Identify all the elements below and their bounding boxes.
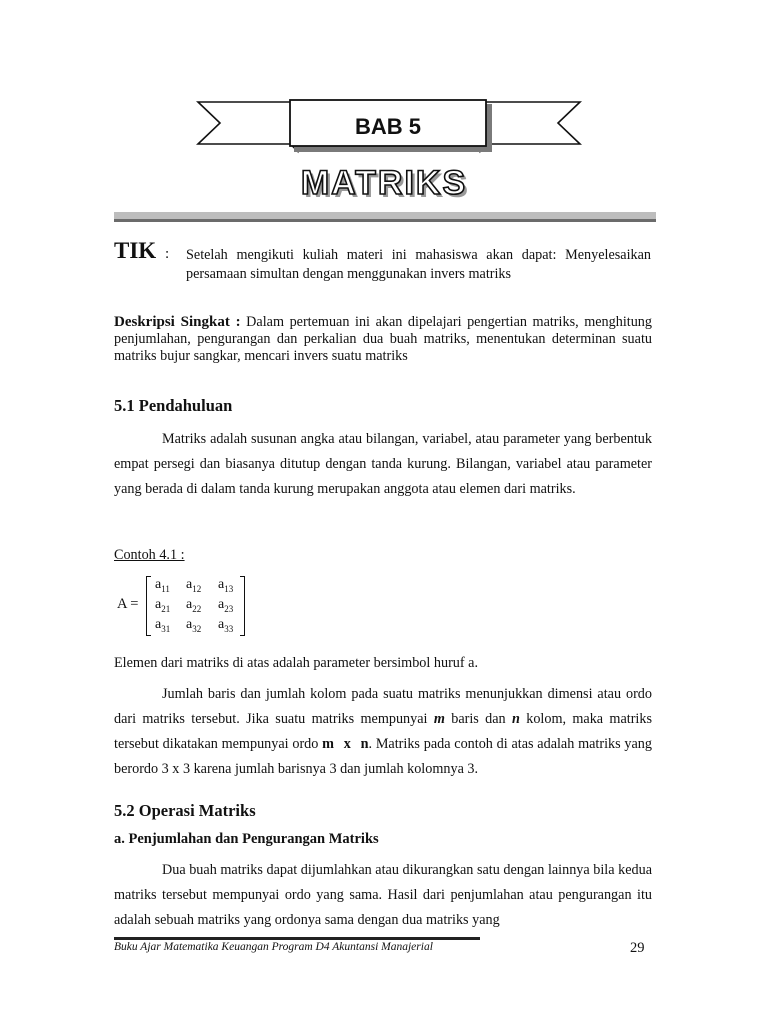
matrix-cell: $a_{12}$ [186,577,202,594]
chapter-title: MATRIKS [300,164,468,202]
paragraph-dimension: Jumlah baris dan jumlah kolom pada suatu matriks menunjukkan dimensi atau ordo dari matriks tersebut. Jika suatu matriks mempunyai m baris dan n kolom, maka matriks tersebut dikatakan mempunyai ordo m x n. Matriks pada contoh di atas adalah matriks yang berordo 3 x 3 karena jumlah barisnya 3 dan jumlah kolomnya 3. [114,686,652,777]
description-label: Deskripsi Singkat : [114,314,241,330]
paragraph-intro: Matriks adalah susunan angka atau bilangan, variabel, atau parameter yang berbentuk empat persegi dan biasanya ditutup dengan tanda kurung. Bilangan, variabel atau parameter yang berada di dalam tanda kurung merupakan anggota atau elemen dari matriks. [114,431,652,497]
order-mxn: m x n [322,736,369,752]
tik-label: TIK [114,238,157,263]
paragraph-elements: Elemen dari matriks di atas adalah parameter bersimbol huruf a. [114,655,479,671]
section-heading-5-1: 5.1 Pendahuluan [114,396,233,415]
example-label: Contoh 4.1 : [114,547,185,563]
matrix-cell: $a_{22}$ [186,597,202,614]
tik-text: Setelah mengikuti kuliah materi ini mahasiswa akan dapat: Menyelesaikan persamaan simultan dengan menggunakan invers matriks [186,247,651,282]
matrix-cell: $a_{21}$ [155,597,171,614]
matrix-name: A = [117,596,139,612]
section-heading-5-2: 5.2 Operasi Matriks [114,801,256,820]
matrix-bracket-right [240,576,245,636]
description-text: Dalam pertemuan ini akan dipelajari pengertian matriks, menghitung penjumlahan, pengurangan dan perkalian dua buah matriks, menentukan determinan suatu matriks bujur sangkar, mencari invers suatu matriks [114,314,652,364]
matrix [146,575,245,635]
title-rule-shadow [114,219,656,222]
chapter-label: BAB 5 [354,114,421,139]
matrix-cell: $a_{31}$ [155,617,171,634]
symbol-n: n [511,711,520,727]
page-number: 29 [630,940,645,956]
paragraph-addition: Dua buah matriks dapat dijumlahkan atau dikurangkan satu dengan lainnya bila kedua matriks tersebut mempunyai ordo yang sama. Hasil dari penjumlahan atau pengurangan itu adalah sebuah matriks yang ordonya sama dengan dua matriks yang [114,862,652,928]
footer-rule [114,937,480,940]
footer-text: Buku Ajar Matematika Keuangan Program D4 Akuntansi Manajerial [114,941,433,953]
matrix-cell: $a_{23}$ [218,597,234,614]
subheading-addition: a. Penjumlahan dan Pengurangan Matriks [114,831,379,847]
matrix-cell: $a_{13}$ [218,577,234,594]
symbol-m: m [433,711,445,727]
matrix-cell: $a_{33}$ [218,617,234,634]
matrix-bracket-left [146,576,151,636]
matrix-cell: $a_{11}$ [155,577,170,594]
tik-colon: : [165,246,170,262]
matrix-cell: $a_{32}$ [186,617,202,634]
description [114,314,652,365]
